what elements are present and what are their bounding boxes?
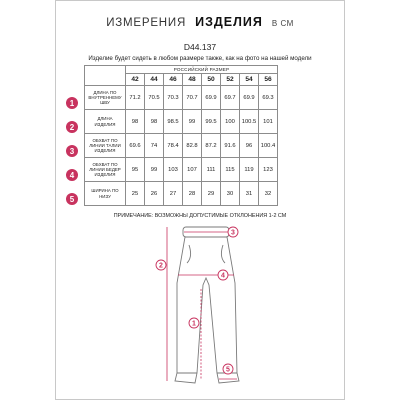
table-cell: 115: [221, 158, 240, 182]
table-cell: 78.4: [164, 134, 183, 158]
table-caption-row: [85, 66, 278, 74]
size-header: 48: [183, 74, 202, 86]
size-header: 54: [240, 74, 259, 86]
size-header: 56: [259, 74, 278, 86]
table-cell: 99: [183, 110, 202, 134]
row-marker-3: 3: [66, 145, 78, 157]
table-cell: 98: [145, 110, 164, 134]
tolerance-note: ПРИМЕЧАНИЕ: ВОЗМОЖНЫ ДОПУСТИМЫЕ ОТКЛОНЕНИЯ 1-2 СМ: [113, 213, 287, 219]
table-corner-cell: [85, 66, 126, 86]
chart-header: [56, 15, 344, 37]
table-cell: 119: [240, 158, 259, 182]
table-cell: 95: [126, 158, 145, 182]
row-marker-5: 5: [66, 193, 78, 205]
table-cell: 70.3: [164, 86, 183, 110]
table-cell: 123: [259, 158, 278, 182]
table-cell: 87.2: [202, 134, 221, 158]
size-header: 50: [202, 74, 221, 86]
diagram-marker-hem: 5: [226, 366, 230, 374]
table-cell: 27: [164, 182, 183, 206]
size-header: 44: [145, 74, 164, 86]
table-cell: 107: [183, 158, 202, 182]
size-chart-sheet: [55, 0, 345, 400]
table-cell: 82.8: [183, 134, 202, 158]
table-cell: 74: [145, 134, 164, 158]
table-cell: 69.3: [259, 86, 278, 110]
table-cell: 70.7: [183, 86, 202, 110]
row-label: ОБХВАТ ПО ЛИНИИ ТАЛИИ ИЗДЕЛИЯ: [85, 134, 126, 158]
table-cell: 99.5: [202, 110, 221, 134]
table-cell: 100: [221, 110, 240, 134]
table-cell: 91.6: [221, 134, 240, 158]
row-label: ДЛИНА ИЗДЕЛИЯ: [85, 110, 126, 134]
table-cell: 69.9: [202, 86, 221, 110]
table-row: [85, 86, 278, 110]
size-header: 46: [164, 74, 183, 86]
header-title-light: ИЗМЕРЕНИЯ: [106, 17, 187, 29]
row-label: ОБХВАТ ПО ЛИНИИ БЕДЕР ИЗДЕЛИЯ: [85, 158, 126, 182]
diagram-marker-hip: 4: [221, 272, 225, 280]
size-header: 52: [221, 74, 240, 86]
row-marker-2: 2: [66, 121, 78, 133]
table-cell: 99: [145, 158, 164, 182]
size-table-wrap: [84, 65, 278, 206]
table-cell: 31: [240, 182, 259, 206]
row-marker-1: 1: [66, 97, 78, 109]
table-cell: 100.4: [259, 134, 278, 158]
table-cell: 111: [202, 158, 221, 182]
size-table: [84, 65, 278, 206]
diagram-marker-inseam: 1: [192, 320, 196, 328]
table-row: [85, 182, 278, 206]
table-cell: 98: [126, 110, 145, 134]
table-cell: 26: [145, 182, 164, 206]
table-cell: 25: [126, 182, 145, 206]
table-cell: 32: [259, 182, 278, 206]
row-marker-4: 4: [66, 169, 78, 181]
row-label: ШИРИНА ПО НИЗУ: [85, 182, 126, 206]
diagram-marker-length: 2: [159, 262, 163, 270]
table-cell: 96: [240, 134, 259, 158]
pants-outline-icon: [175, 227, 239, 383]
table-cell: 70.5: [145, 86, 164, 110]
fit-subtitle: Изделие будет сидеть в любом размере также, как на фото на нашей модели: [88, 55, 312, 62]
pants-diagram: [151, 223, 261, 391]
table-cell: 71.2: [126, 86, 145, 110]
table-cell: 30: [221, 182, 240, 206]
table-cell: 28: [183, 182, 202, 206]
table-cell: 29: [202, 182, 221, 206]
table-row: [85, 158, 278, 182]
header-unit: В СМ: [271, 19, 294, 28]
table-row: [85, 134, 278, 158]
row-label: ДЛИНА ПО ВНУТРЕННЕМУ ШВУ: [85, 86, 126, 110]
table-cell: 101: [259, 110, 278, 134]
table-cell: 98.5: [164, 110, 183, 134]
table-row: [85, 110, 278, 134]
table-cell: 100.5: [240, 110, 259, 134]
table-cell: 69.6: [126, 134, 145, 158]
table-caption: РОССИЙСКИЙ РАЗМЕР: [126, 66, 278, 74]
table-cell: 69.9: [240, 86, 259, 110]
table-cell: 103: [164, 158, 183, 182]
header-title-bold: ИЗДЕЛИЯ: [195, 15, 263, 29]
table-cell: 69.7: [221, 86, 240, 110]
pants-diagram-wrap: [151, 223, 261, 391]
product-code: D44.137: [183, 42, 217, 52]
size-header: 42: [126, 74, 145, 86]
diagram-marker-waist: 3: [231, 229, 235, 237]
